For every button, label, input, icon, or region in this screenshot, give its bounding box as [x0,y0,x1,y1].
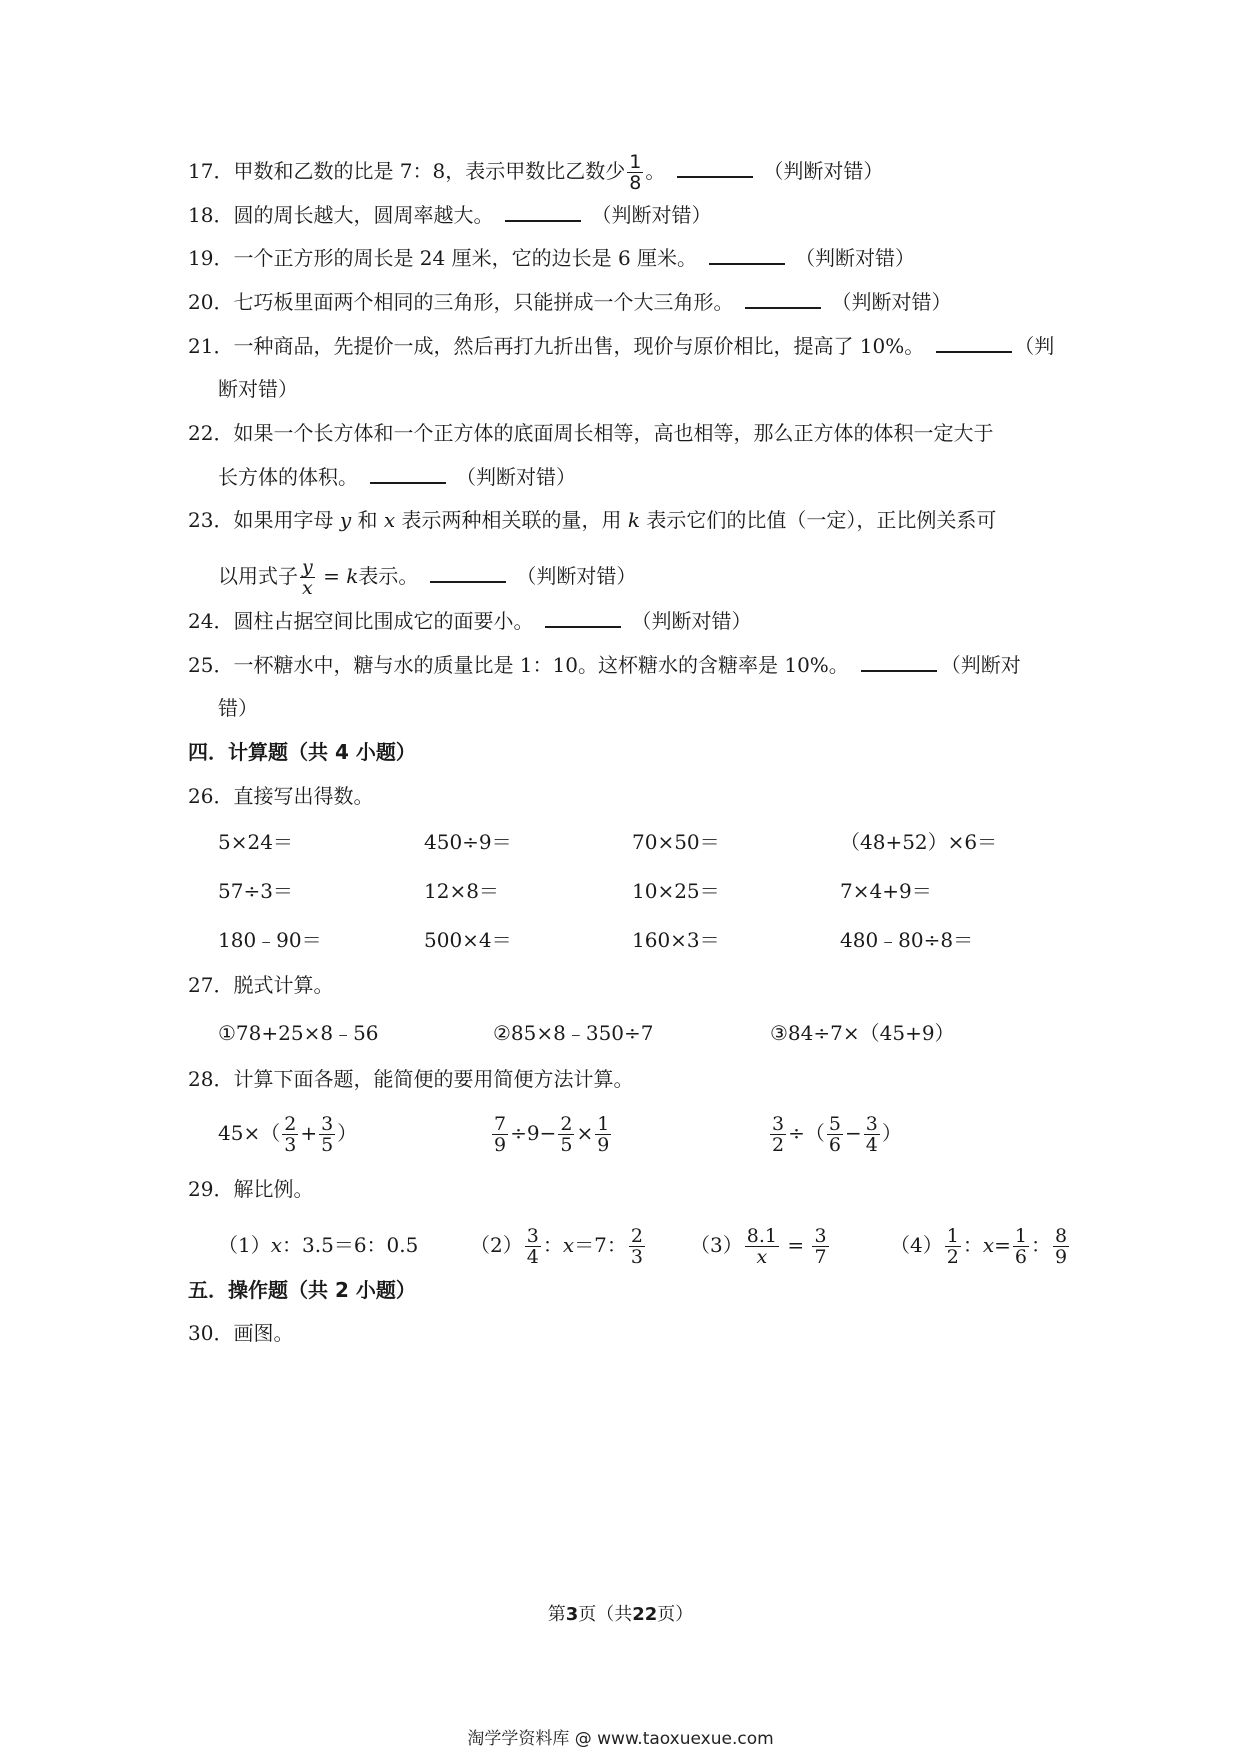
judge-hint: （判断对错） [456,465,576,489]
operator: ÷9− [510,1121,557,1145]
question-17 [188,152,1068,193]
fraction-numerator: 8 [1054,1225,1068,1247]
variable-y: y [339,508,352,532]
mental-calc-item: 5×24＝ [218,830,293,854]
operator: ÷（ [788,1121,825,1145]
fraction [492,1114,508,1155]
equals-sign: = [323,564,347,588]
fraction [827,1114,843,1155]
item-label: （4） [890,1233,943,1257]
item-label: （1） [218,1233,271,1257]
fraction-denominator: 6 [828,1134,841,1156]
current-page-number: 3 [565,1604,579,1625]
stepwise-calc-item: ①78+25×8﹣56 [218,1021,379,1045]
fraction [629,1226,645,1267]
operator: × [576,1121,594,1145]
operator: + [300,1121,318,1145]
question-21-continued [218,374,1098,404]
simplify-expression-2 [490,1108,613,1158]
question-19 [188,243,1068,273]
question-text: 圆的周长越大，圆周率越大。 [233,203,494,227]
judge-hint: （判断对错） [763,159,884,183]
judge-hint: （判断对 [940,653,1021,677]
fraction-denominator: 9 [494,1134,507,1156]
judge-hint: （判断对错） [631,609,752,633]
answer-blank[interactable] [430,563,506,583]
fraction-denominator: 9 [597,1134,610,1156]
fraction-y-over-x [300,557,315,598]
fraction-numerator: 7 [494,1113,507,1135]
fraction-denominator: 6 [1014,1246,1027,1268]
question-26-title: 26．直接写出得数。 [188,784,374,808]
question-number: 19． [188,246,234,270]
expr-text: ：3.5＝6：0.5 [282,1233,419,1257]
question-number: 21． [188,334,234,358]
fraction-numerator: 3 [814,1225,827,1247]
mental-calc-item: 160×3＝ [632,928,720,952]
question-text: 表示。 [358,564,419,588]
fraction-numerator: 3 [772,1113,785,1135]
answer-blank[interactable] [677,158,753,178]
fraction-denominator: 4 [865,1134,878,1156]
fraction-numerator: 2 [630,1225,643,1247]
mental-calc-item: （48+52）×6＝ [840,830,998,854]
mental-calc-item: 57÷3＝ [218,879,293,903]
fraction-denominator: x [302,577,313,599]
variable-k: k [627,508,640,532]
mental-calc-item: 12×8＝ [424,879,499,903]
fraction-numerator: 8.1 [746,1225,777,1247]
fraction-denominator: 7 [814,1246,827,1268]
question-text: 一种商品，先提价一成，然后再打九折出售，现价与原价相比，提高了 10%。 [233,334,925,358]
question-23-continued [218,557,1098,598]
variable-x: x [562,1233,575,1257]
fraction [558,1114,574,1155]
fraction-numerator: y [302,556,313,578]
mental-calc-item: 180﹣90＝ [218,928,322,952]
question-27-title: 27．脱式计算。 [188,973,334,997]
fraction [945,1226,961,1267]
question-20 [188,287,1068,317]
answer-blank[interactable] [936,333,1012,353]
question-text: 。 [645,159,666,183]
question-text: 表示它们的比值（一定），正比例关系可 [646,508,997,532]
judge-hint: （判断对错） [831,290,952,314]
fraction-denominator: 2 [772,1134,785,1156]
expr-text: ： [1030,1233,1051,1257]
fraction-denominator: 2 [946,1246,959,1268]
judge-hint: 断对错） [218,377,298,401]
fraction-denominator: 3 [630,1246,643,1268]
fraction-denominator: x [756,1246,768,1268]
simplify-expression-3 [768,1108,902,1158]
fraction-denominator: 5 [321,1134,334,1156]
fraction-numerator: 5 [828,1113,841,1135]
fraction-numerator: 3 [321,1113,334,1135]
mental-calc-item: 7×4+9＝ [840,879,932,903]
fraction-denominator: 5 [560,1134,573,1156]
expr-text: ） [881,1121,902,1145]
proportion-2 [470,1220,647,1270]
question-text: 如果一个长方体和一个正方体的底面周长相等，高也相等，那么正方体的体积一定大于 [233,421,994,445]
question-number: 25． [188,653,234,677]
operator: − [844,1121,862,1145]
answer-blank[interactable] [545,608,621,628]
variable-x: x [982,1233,995,1257]
judge-hint: （判 [1014,334,1055,358]
footer-text: 第 [547,1604,566,1625]
expr-text: 45×（ [218,1121,281,1145]
question-number: 20． [188,290,234,314]
item-label: （3） [690,1233,743,1257]
fraction [770,1114,786,1155]
question-text: 如果用字母 [233,508,334,532]
question-number: 23． [188,508,234,532]
fraction [812,1226,828,1267]
mental-calc-item: 70×50＝ [632,830,720,854]
expr-text: ： [962,1233,983,1257]
question-text: 七巧板里面两个相同的三角形，只能拼成一个大三角形。 [233,290,734,314]
mental-calc-item: 10×25＝ [632,879,720,903]
fraction [282,1114,298,1155]
fraction [864,1114,880,1155]
fraction [595,1114,611,1155]
variable-x: x [270,1233,283,1257]
question-text: 甲数和乙数的比是 7：8，表示甲数比乙数少 [233,159,626,183]
question-21 [188,331,1068,361]
fraction-one-eighth [627,152,643,193]
answer-blank[interactable] [370,464,446,484]
variable-k: k [346,564,359,588]
simplify-expression-1 [218,1108,357,1158]
fraction [525,1226,541,1267]
fraction-numerator: 2 [284,1113,297,1135]
question-text: 表示两种相关联的量，用 [401,508,622,532]
question-25-continued [218,693,1098,723]
section-4-heading: 四．计算题（共 4 小题） [188,740,416,764]
question-number: 18． [188,203,234,227]
variable-x: x [383,508,396,532]
judge-hint: （判断对错） [795,246,916,270]
question-24 [188,606,1068,636]
footer-text: 页（共 [578,1604,633,1625]
fraction-numerator: 3 [526,1225,539,1247]
fraction-numerator: 1 [597,1113,610,1135]
expr-text: ： [542,1233,563,1257]
question-text: 一杯糖水中，糖与水的质量比是 1：10。这杯糖水的含糖率是 10%。 [233,653,849,677]
fraction-denominator: 4 [526,1246,539,1268]
fraction-numerator: 2 [560,1113,573,1135]
answer-blank[interactable] [745,289,821,309]
question-23 [188,505,1068,535]
answer-blank[interactable] [861,652,937,672]
answer-blank[interactable] [709,245,785,265]
mental-calc-item: 450÷9＝ [424,830,512,854]
judge-hint: 错） [218,696,258,720]
fraction-denominator: 3 [284,1134,297,1156]
proportion-1 [218,1220,418,1270]
question-text: 一个正方形的周长是 24 厘米，它的边长是 6 厘米。 [233,246,698,270]
question-28-title: 28．计算下面各题，能简便的要用简便方法计算。 [188,1067,634,1091]
equals-sign: = [994,1233,1011,1257]
footer-text: 页） [657,1604,694,1625]
fraction-numerator: 1 [1014,1225,1027,1247]
fraction [1013,1226,1029,1267]
site-watermark: 淘学学资料库 @ www.taoxuexue.com [467,1729,774,1749]
judge-hint: （判断对错） [516,564,637,588]
section-5-heading: 五．操作题（共 2 小题） [188,1278,416,1302]
question-text: 以用式子 [218,564,298,588]
expr-text: ＝7： [574,1233,627,1257]
fraction-numerator: 3 [865,1113,878,1135]
proportion-4 [890,1220,1071,1270]
fraction [745,1226,779,1267]
fraction-numerator: 1 [629,151,642,173]
question-number: 22． [188,421,234,445]
question-number: 17． [188,159,234,183]
question-29-title: 29．解比例。 [188,1177,314,1201]
fraction-denominator: 9 [1054,1246,1068,1268]
fraction [319,1114,335,1155]
question-text: 和 [357,508,378,532]
total-page-count: 22 [632,1604,658,1625]
page-footer [0,1600,1241,1626]
question-text: 圆柱占据空间比围成它的面要小。 [233,609,534,633]
equals-sign: = [787,1233,805,1257]
question-25 [188,650,1068,680]
question-30-title: 30．画图。 [188,1321,294,1345]
fraction [1053,1226,1069,1267]
stepwise-calc-item: ②85×8﹣350÷7 [493,1021,654,1045]
fraction-numerator: 1 [946,1225,959,1247]
question-22 [188,418,1068,448]
question-22-continued [218,462,1098,492]
mental-calc-item: 500×4＝ [424,928,512,952]
question-number: 24． [188,609,234,633]
question-text: 长方体的体积。 [218,465,358,489]
fraction-denominator: 8 [629,172,642,194]
answer-blank[interactable] [505,202,581,222]
judge-hint: （判断对错） [591,203,712,227]
question-18 [188,200,1068,230]
item-label: （2） [470,1233,523,1257]
expr-text: ） [337,1121,358,1145]
mental-calc-item: 480﹣80÷8＝ [840,928,974,952]
proportion-3 [690,1220,831,1270]
stepwise-calc-item: ③84÷7×（45+9） [770,1021,955,1045]
